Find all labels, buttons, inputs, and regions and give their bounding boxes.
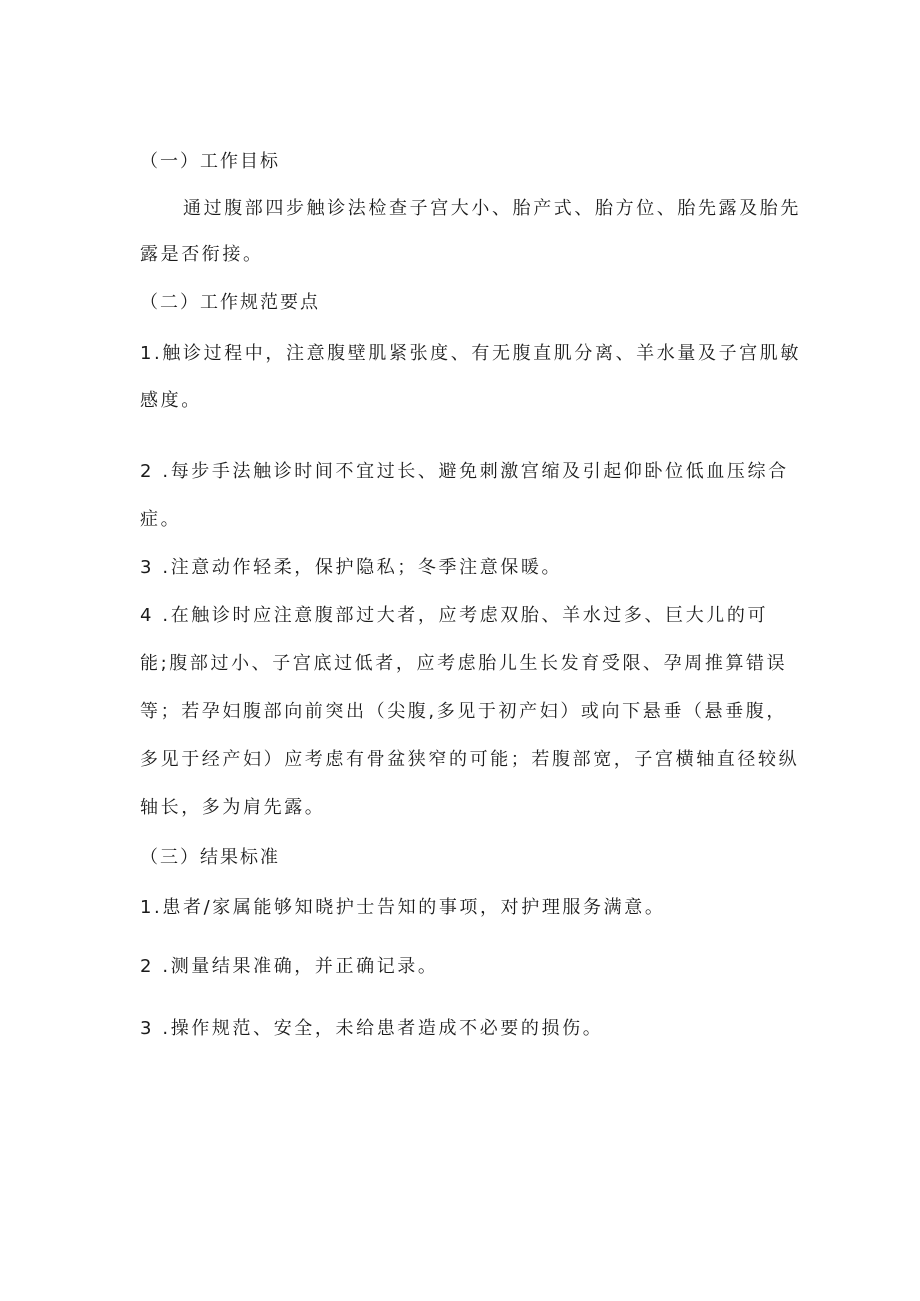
section-heading-results: （三）结果标准 xyxy=(140,847,280,868)
standards-item-1-line-1: 1.触诊过程中，注意腹壁肌紧张度、有无腹直肌分离、羊水量及子宫肌敏 xyxy=(140,343,801,364)
standards-item-1-line-2: 感度。 xyxy=(140,390,202,411)
section-heading-standards: （二）工作规范要点 xyxy=(140,292,320,313)
standards-item-4-line-4: 多见于经产妇）应考虑有骨盆狭窄的可能；若腹部宽，子宫横轴直径较纵 xyxy=(140,749,800,770)
standards-item-4-line-5: 轴长，多为肩先露。 xyxy=(140,797,326,818)
standards-item-4-line-1: 4 .在触诊时应注意腹部过大者，应考虑双胎、羊水过多、巨大儿的可 xyxy=(140,605,769,626)
section-heading-goal: （一）工作目标 xyxy=(140,151,280,172)
results-item-2: 2 .测量结果准确，并正确记录。 xyxy=(140,956,439,977)
standards-item-2-line-1: 2 .每步手法触诊时间不宜过长、避免刺激宫缩及引起仰卧位低血压综合 xyxy=(140,461,789,482)
standards-item-4-line-2: 能;腹部过小、子宫底过低者，应考虑胎儿生长发育受限、孕周推算错误 xyxy=(140,653,788,674)
standards-item-4-line-3: 等；若孕妇腹部向前突出（尖腹,多见于初产妇）或向下悬垂（悬垂腹， xyxy=(140,701,787,722)
standards-item-2-line-2: 症。 xyxy=(140,509,182,530)
goal-text-line-2: 露是否衔接。 xyxy=(140,244,264,265)
results-item-3: 3 .操作规范、安全，未给患者造成不必要的损伤。 xyxy=(140,1018,604,1039)
goal-text-line-1: 通过腹部四步触诊法检查子宫大小、胎产式、胎方位、胎先露及胎先 xyxy=(183,198,801,219)
standards-item-3: 3 .注意动作轻柔，保护隐私；冬季注意保暖。 xyxy=(140,557,563,578)
results-item-1: 1.患者/家属能够知晓护士告知的事项，对护理服务满意。 xyxy=(140,897,666,918)
